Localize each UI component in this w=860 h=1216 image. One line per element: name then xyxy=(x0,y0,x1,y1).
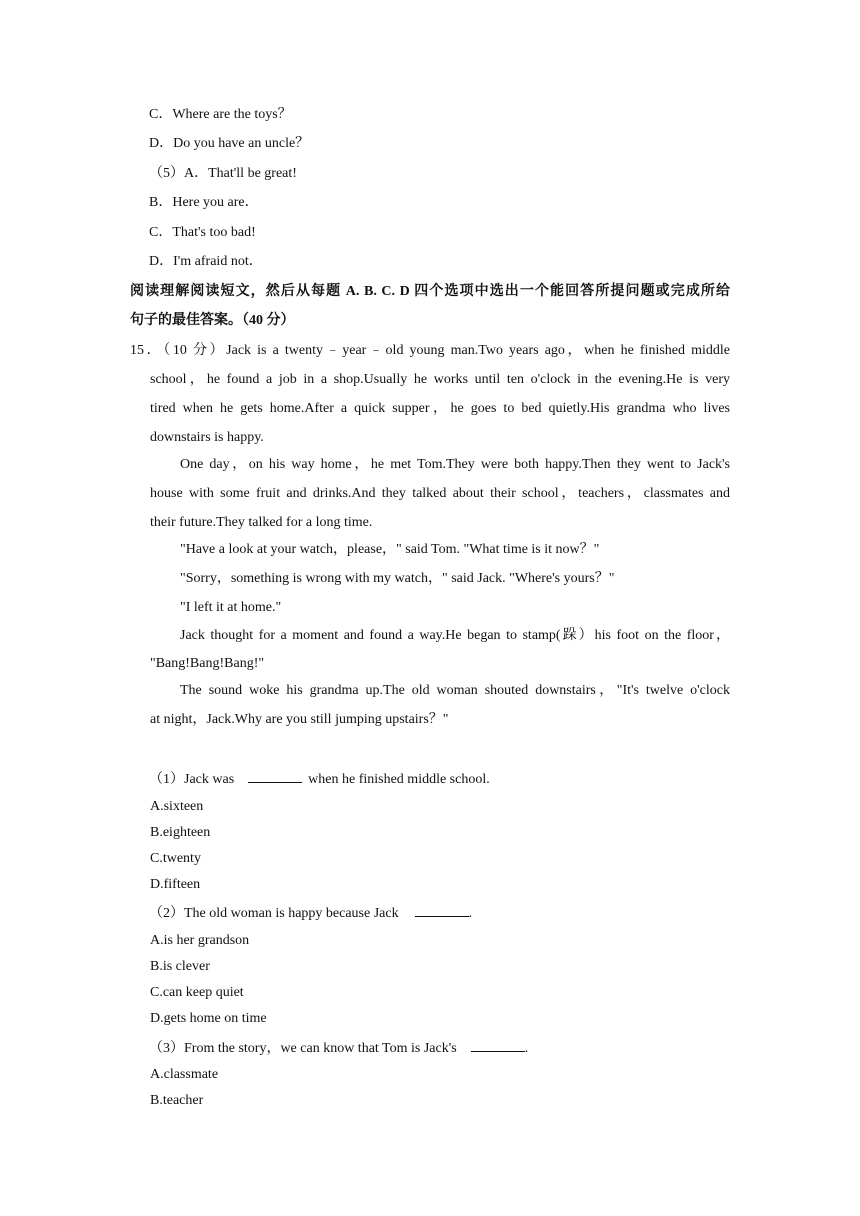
section-heading-line-2: 句子的最佳答案。（40 分） xyxy=(130,313,295,328)
answer-blank xyxy=(415,903,469,917)
option-b: B.is clever xyxy=(150,959,210,974)
option-d-q4: D．Do you have an uncle？ xyxy=(149,136,310,151)
passage-line: 15．（10 分）Jack is a twenty﹣year﹣old young man.Two years ago，when he finished middle xyxy=(130,343,730,358)
passage-line: house with some fruit and drinks.And they talked about their school，teachers，classmates and xyxy=(150,486,730,501)
option-d-q5: D．I'm afraid not． xyxy=(149,254,263,269)
passage-line: downstairs is happy. xyxy=(150,430,264,445)
passage-line: tired when he gets home.After a quick supper，he goes to bed quietly.His grandma who lives xyxy=(150,401,730,416)
question-stem-text: . xyxy=(468,906,473,921)
passage-line: "Bang!Bang!Bang!" xyxy=(150,656,265,671)
option-a: A.classmate xyxy=(150,1067,219,1082)
section-heading-line-1: 阅读理解阅读短文，然后从每题 A. B. C. D 四个选项中选出一个能回答所提问题或完成所给 xyxy=(130,284,730,299)
passage-line: their future.They talked for a long time. xyxy=(150,515,373,530)
passage-line: One day，on his way home，he met Tom.They were both happy.Then they went to Jack's xyxy=(180,457,730,472)
option-c: C.twenty xyxy=(150,851,201,866)
question-stem xyxy=(149,1038,528,1058)
question-stem-text: . xyxy=(524,1041,529,1056)
option-a: A.sixteen xyxy=(150,799,204,814)
passage-line: "Sorry，something is wrong with my watch，" said Jack. "Where's yours？" xyxy=(180,571,615,586)
option-c-q4: C．Where are the toys？ xyxy=(149,107,292,122)
option-d: D.gets home on time xyxy=(150,1011,267,1026)
answer-blank xyxy=(248,769,302,783)
option-d: D.fifteen xyxy=(150,877,201,892)
option-c: C.can keep quiet xyxy=(150,985,244,1000)
option-b: B.eighteen xyxy=(150,825,211,840)
question-stem xyxy=(149,769,490,789)
option-a-q5: （5）A．That'll be great! xyxy=(149,166,297,181)
passage-line: "Have a look at your watch，please，" said Tom. "What time is it now？" xyxy=(180,542,600,557)
option-a: A.is her grandson xyxy=(150,933,250,948)
passage-line: "I left it at home." xyxy=(180,600,282,615)
question-stem-text: （3）From the story，we can know that Tom is Jack's xyxy=(149,1041,457,1056)
passage-line: school，he found a job in a shop.Usually he works until ten o'clock in the evening.He is very xyxy=(150,372,730,387)
question-stem-text: （2）The old woman is happy because Jack xyxy=(149,906,399,921)
question-stem xyxy=(149,903,472,923)
option-c-q5: C．That's too bad! xyxy=(149,225,256,240)
passage-line: at night，Jack.Why are you still jumping upstairs？" xyxy=(150,712,449,727)
answer-blank xyxy=(471,1038,525,1052)
passage-line: Jack thought for a moment and found a way.He began to stamp(跺）his foot on the floor， xyxy=(180,628,730,643)
option-b-q5: B．Here you are． xyxy=(149,195,259,210)
question-stem-text: （1）Jack was xyxy=(149,772,235,787)
passage-line: The sound woke his grandma up.The old woman shouted downstairs，"It's twelve o'clock xyxy=(180,683,730,698)
question-stem-text: when he finished middle school. xyxy=(308,772,490,787)
option-b: B.teacher xyxy=(150,1093,204,1108)
